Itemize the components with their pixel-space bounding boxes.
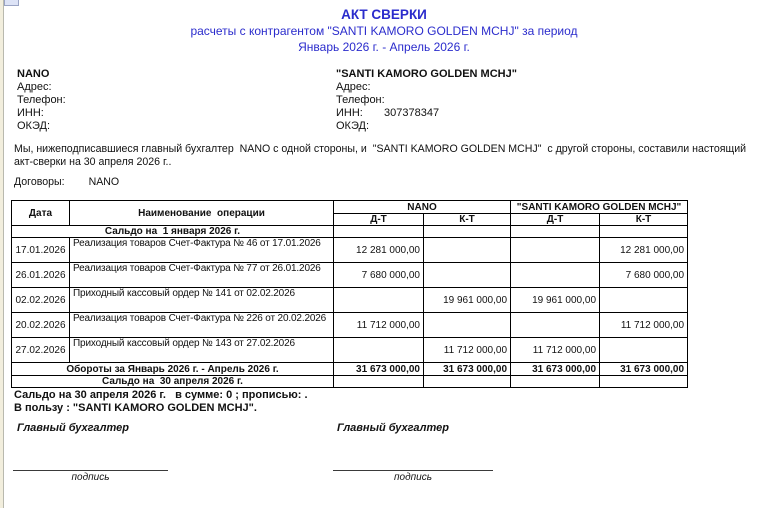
cell-nano-kt: [424, 376, 511, 388]
contracts-label: Договоры:: [14, 176, 65, 188]
cell-cp-dt: [511, 238, 600, 263]
cell-date: 27.02.2026: [12, 338, 70, 363]
cell-cp-kt: [600, 226, 688, 238]
cell-cp-kt: [600, 338, 688, 363]
party-right-name: "SANTI KAMORO GOLDEN MCHJ": [336, 68, 517, 80]
cell-nano-dt-total: 31 673 000,00: [334, 363, 424, 376]
row-label: Сальдо на 1 января 2026 г.: [12, 226, 334, 238]
cell-cp-dt: 19 961 000,00: [511, 288, 600, 313]
cell-operation: Приходный кассовый ордер № 141 от 02.02.2026: [70, 288, 334, 313]
cell-nano-kt: 11 712 000,00: [424, 338, 511, 363]
party-left-address: [17, 81, 66, 94]
party-left-phone: [17, 94, 66, 107]
reconciliation-table: [11, 200, 688, 388]
col-header-nano-dt: Д-Т: [334, 214, 424, 226]
summary-block: [14, 389, 308, 414]
table-row-saldo-end: [12, 376, 688, 388]
cell-nano-dt: 12 281 000,00: [334, 238, 424, 263]
cell-nano-dt: [334, 338, 424, 363]
signer-title-right: Главный бухгалтер: [337, 422, 449, 434]
party-left-inn: [17, 107, 66, 120]
col-group-nano: NANO: [334, 201, 511, 214]
signature-area-left: [13, 470, 168, 483]
cell-nano-kt: [424, 263, 511, 288]
table-row: [12, 288, 688, 313]
table-row-totals: [12, 363, 688, 376]
party-left-name: NANO: [17, 68, 50, 80]
cell-operation: Реализация товаров Счет-Фактура № 226 от 20.02.2026: [70, 313, 334, 338]
cell-operation: Приходный кассовый ордер № 143 от 27.02.2026: [70, 338, 334, 363]
signature-caption: подпись: [71, 472, 110, 483]
row-label: Обороты за Январь 2026 г. - Апрель 2026 г.: [12, 363, 334, 376]
phone-label: Телефон:: [17, 94, 66, 106]
address-label: Адрес:: [17, 81, 52, 93]
cell-nano-dt: [334, 376, 424, 388]
cell-nano-dt: [334, 226, 424, 238]
cell-cp-dt-total: 31 673 000,00: [511, 363, 600, 376]
cell-cp-kt: 12 281 000,00: [600, 238, 688, 263]
cell-operation: Реализация товаров Счет-Фактура № 46 от 17.01.2026: [70, 238, 334, 263]
row-label: Сальдо на 30 апреля 2026 г.: [12, 376, 334, 388]
party-right-inn: [336, 107, 517, 120]
signature-line: [333, 470, 493, 471]
cell-cp-kt: [600, 288, 688, 313]
document-title-block: [0, 6, 768, 55]
oked-label: ОКЭД:: [17, 120, 51, 132]
cell-cp-kt: 7 680 000,00: [600, 263, 688, 288]
table-row-saldo-start: [12, 226, 688, 238]
col-header-cp-dt: Д-Т: [511, 214, 600, 226]
cell-nano-kt: 19 961 000,00: [424, 288, 511, 313]
table-row: [12, 238, 688, 263]
cell-cp-dt: [511, 263, 600, 288]
cell-date: 02.02.2026: [12, 288, 70, 313]
oked-label: ОКЭД:: [336, 120, 370, 132]
contracts-line: [14, 176, 119, 188]
summary-favor-line: В пользу : "SANTI KAMORO GOLDEN MCHJ".: [14, 401, 257, 414]
table-row: [12, 338, 688, 363]
cell-cp-kt: 11 712 000,00: [600, 313, 688, 338]
summary-saldo-line: Сальдо на 30 апреля 2026 г. в сумме: 0 ; прописью: .: [14, 389, 308, 401]
signature-area-right: [333, 470, 493, 483]
cell-nano-dt: 7 680 000,00: [334, 263, 424, 288]
address-label: Адрес:: [336, 81, 371, 93]
cell-nano-kt-total: 31 673 000,00: [424, 363, 511, 376]
intro-paragraph: Мы, нижеподписавшиеся главный бухгалтер NANO с одной стороны, и "SANTI KAMORO GOLDEN MCHJ" с другой стороны, составили настоящий акт-сверки на 30 апреля 2026 г..: [14, 143, 750, 168]
table-row: [12, 263, 688, 288]
party-right-block: [336, 68, 517, 133]
party-right-oked: [336, 120, 517, 133]
contracts-value: NANO: [88, 176, 120, 188]
signature-line: [13, 470, 168, 471]
cell-date: 26.01.2026: [12, 263, 70, 288]
col-header-operation: Наименование операции: [70, 201, 334, 226]
cell-date: 20.02.2026: [12, 313, 70, 338]
cell-date: 17.01.2026: [12, 238, 70, 263]
period-line: Январь 2026 г. - Апрель 2026 г.: [298, 40, 470, 54]
signer-title-left: Главный бухгалтер: [17, 422, 129, 434]
page-subtitle: расчеты с контрагентом "SANTI KAMORO GOLDEN MCHJ" за период: [190, 24, 578, 38]
col-header-nano-kt: К-Т: [424, 214, 511, 226]
cell-nano-kt: [424, 238, 511, 263]
cell-nano-dt: [334, 288, 424, 313]
col-header-date: Дата: [12, 201, 70, 226]
cell-cp-dt: 11 712 000,00: [511, 338, 600, 363]
party-left-oked: [17, 120, 66, 133]
cell-cp-dt: [511, 313, 600, 338]
cell-nano-kt: [424, 313, 511, 338]
cell-operation: Реализация товаров Счет-Фактура № 77 от 26.01.2026: [70, 263, 334, 288]
party-right-phone: [336, 94, 517, 107]
cell-nano-kt: [424, 226, 511, 238]
inn-label: ИНН:: [17, 107, 44, 119]
party-left-block: [17, 68, 66, 133]
page-left-edge: [0, 0, 4, 508]
table-row: [12, 313, 688, 338]
cell-nano-dt: 11 712 000,00: [334, 313, 424, 338]
inn-label: ИНН:: [336, 107, 363, 119]
page-title: АКТ СВЕРКИ: [341, 7, 427, 22]
cell-cp-kt-total: 31 673 000,00: [600, 363, 688, 376]
cell-cp-dt: [511, 376, 600, 388]
col-group-counterparty: "SANTI KAMORO GOLDEN MCHJ": [511, 201, 688, 214]
phone-label: Телефон:: [336, 94, 385, 106]
col-header-cp-kt: К-Т: [600, 214, 688, 226]
signature-caption: подпись: [394, 472, 432, 483]
cell-cp-kt: [600, 376, 688, 388]
party-right-address: [336, 81, 517, 94]
cell-cp-dt: [511, 226, 600, 238]
table-header-row-groups: [12, 201, 688, 214]
inn-value: 307378347: [384, 107, 440, 119]
